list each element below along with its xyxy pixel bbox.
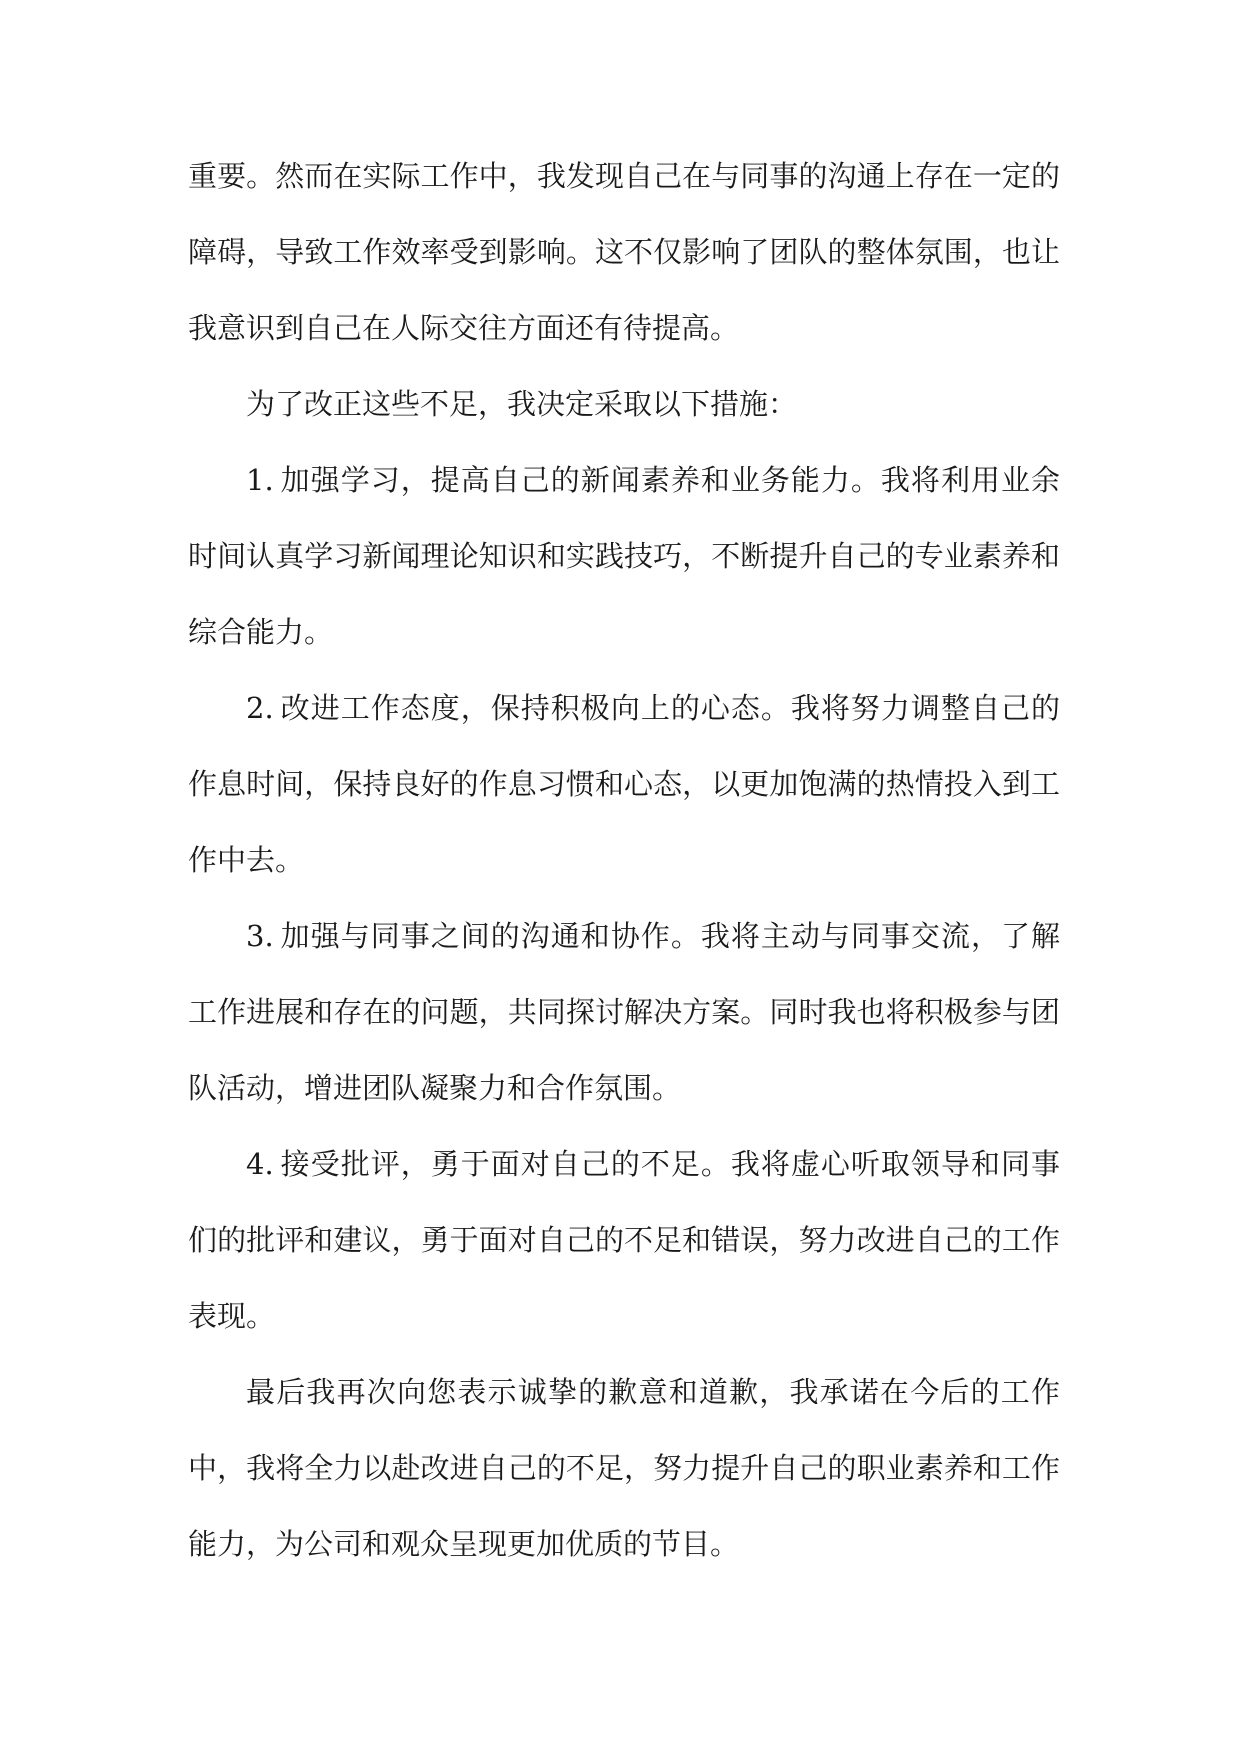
list-item-number: 4. (246, 1147, 274, 1181)
list-item-2 (188, 670, 1060, 898)
list-item-text: 接受批评，勇于面对自己的不足。我将虚心听取领导和同事们的批评和建议，勇于面对自己的不足和错误，努力改进自己的工作表现。 (188, 1147, 1060, 1333)
list-item-4 (188, 1126, 1060, 1354)
list-item-1 (188, 442, 1060, 670)
list-item-number: 1. (246, 463, 274, 497)
paragraph-closing: 最后我再次向您表示诚挚的歉意和道歉，我承诺在今后的工作中，我将全力以赴改进自己的不足，努力提升自己的职业素养和工作能力，为公司和观众呈现更加优质的节目。 (188, 1375, 1060, 1561)
list-item-3 (188, 898, 1060, 1126)
list-item-text: 加强学习，提高自己的新闻素养和业务能力。我将利用业余时间认真学习新闻理论知识和实践技巧，不断提升自己的专业素养和综合能力。 (188, 463, 1060, 649)
list-item-number: 2. (246, 691, 274, 725)
list-item-text: 改进工作态度，保持积极向上的心态。我将努力调整自己的作息时间，保持良好的作息习惯和心态，以更加饱满的热情投入到工作中去。 (188, 691, 1060, 877)
document-body (188, 138, 1060, 1582)
paragraph-continuation: 重要。然而在实际工作中，我发现自己在与同事的沟通上存在一定的障碍，导致工作效率受到影响。这不仅影响了团队的整体氛围，也让我意识到自己在人际交往方面还有待提高。 (188, 159, 1060, 345)
list-item-text: 加强与同事之间的沟通和协作。我将主动与同事交流，了解工作进展和存在的问题，共同探讨解决方案。同时我也将积极参与团队活动，增进团队凝聚力和合作氛围。 (188, 919, 1060, 1105)
paragraph-intro-measures: 为了改正这些不足，我决定采取以下措施： (246, 387, 798, 421)
list-item-number: 3. (246, 919, 274, 953)
